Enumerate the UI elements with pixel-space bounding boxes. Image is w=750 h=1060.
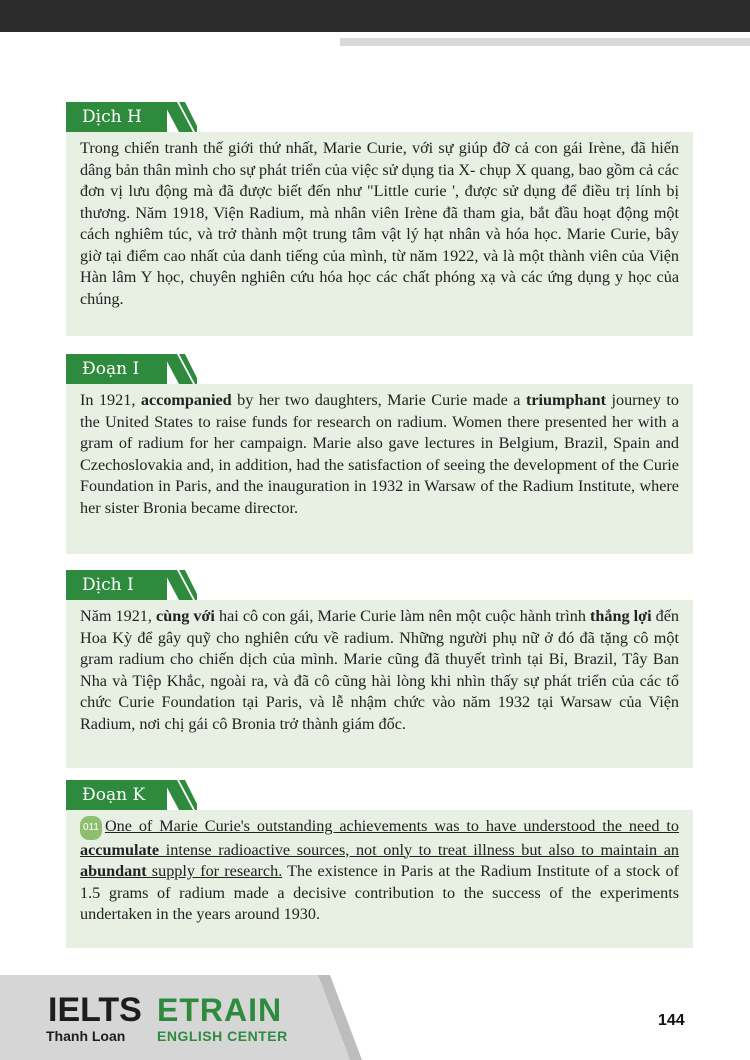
underlined-answer-text: One of Marie Curie's outstanding achievements was to have understood the need to (104, 817, 679, 835)
vocab-bold: triumphant (525, 391, 606, 409)
page-number: 144 (658, 1012, 685, 1029)
vocab-bold: thắng lợi (589, 607, 652, 625)
paragraph-text (80, 816, 679, 926)
logo-ielts: IELTS (48, 991, 142, 1029)
vocab-bold: cùng với (156, 607, 215, 625)
heading-stripes-icon (167, 102, 196, 132)
vocab-bold: accompanied (140, 391, 232, 409)
section-heading-label: Đoạn I (66, 354, 167, 384)
paragraph-text (80, 390, 679, 519)
section-heading-dich-h (66, 102, 196, 132)
text-run: journey to the United States to raise funds for research on radium. Women there presented her with a gram of radium for her campaign. Marie also gave lectures in Belgium, Brazil, Spain and Czechoslovakia and, in addition, had the satisfaction of seeing the development of the Curie Foundation in Paris, and the inauguration in 1932 in Warsaw of the Radium Institute, where her sister Bronia became director. (80, 391, 679, 517)
top-decor-bar (340, 38, 750, 46)
paragraph-text: Trong chiến tranh thế giới thứ nhất, Marie Curie, với sự giúp đỡ cả con gái Irène, đã hiến dâng bản thân mình cho sự phát triển của việc sử dụng tia X- chụp X quang, bao gồm cả các đơn vị lưu động mà đã được biết đến như "Little curie ', được sử dụng để điều trị lính bị thương. Năm 1918, Viện Radium, mà nhân viên Irène đã tham gia, bắt đầu hoạt động một cách nghiêm túc, và trở thành một trung tâm vật lý hạt nhân và hóa học. Marie Curie, bây giờ tại điểm cao nhất của danh tiếng của mình, từ năm 1922, và là một thành viên của Viện Hàn lâm Y học, chuyên nghiên cứu hóa học các chất phóng xạ và các ứng dụng y học của chúng. (80, 139, 679, 308)
question-number-badge: 011 (80, 816, 102, 840)
section-heading-label: Dịch I (66, 570, 167, 600)
heading-stripes-icon (167, 570, 196, 600)
text-run: by her two daughters, Marie Curie made a (231, 391, 526, 409)
vocab-bold: accumulate (80, 840, 160, 859)
section-heading-doan-k (66, 780, 196, 810)
section-body-dich-i (66, 600, 693, 768)
section-heading-label: Đoạn K (66, 780, 167, 810)
section-heading-label: Dịch H (66, 102, 167, 132)
text-run: đến Hoa Kỳ để gây quỹ cho nghiên cứu về radium. Những người phụ nữ ở đó đã tặng cô một gram radium cho chiến dịch của mình. Marie cũng đã thuyết trình tại Bỉ, Brazil, Tây Ban Nha và Tiệp Khắc, ngoài ra, và đã cô cũng hài lòng khi nhìn thấy sự phát triển của các tổ chức Curie Foundation tại Paris, và lễ nhậm chức vào năm 1932 tại Warsaw của Viện Radium, nơi chị gái cô Bronia trở thành giám đốc. (80, 607, 680, 733)
top-header-band (0, 0, 750, 32)
vocab-bold: abundant (80, 862, 147, 880)
section-heading-doan-i (66, 354, 196, 384)
heading-stripes-icon (167, 354, 196, 384)
section-body-dich-h (66, 132, 693, 336)
text-run: The existence in Paris at the Radium Institute of a stock of 1.5 grams of radium made a decisive contribution to the success of the experiments undertaken in the years around 1930. (80, 862, 679, 923)
underlined-answer-text: intense radioactive sources, not only to treat illness but also to maintain an (159, 840, 679, 859)
underlined-answer-text: supply for research. (146, 862, 283, 880)
logo-thanh-loan: Thanh Loan (46, 1028, 126, 1044)
section-body-doan-k (66, 810, 693, 948)
logo-etrain: ETRAIN (157, 992, 283, 1028)
section-heading-dich-i (66, 570, 196, 600)
logo-english-center: ENGLISH CENTER (157, 1028, 288, 1044)
section-body-doan-i (66, 384, 693, 554)
text-run: Năm 1921, (80, 607, 157, 625)
text-run: In 1921, (80, 391, 141, 409)
text-run: hai cô con gái, Marie Curie làm nên một cuộc hành trình (214, 607, 590, 625)
paragraph-text (80, 606, 679, 735)
heading-stripes-icon (167, 780, 196, 810)
